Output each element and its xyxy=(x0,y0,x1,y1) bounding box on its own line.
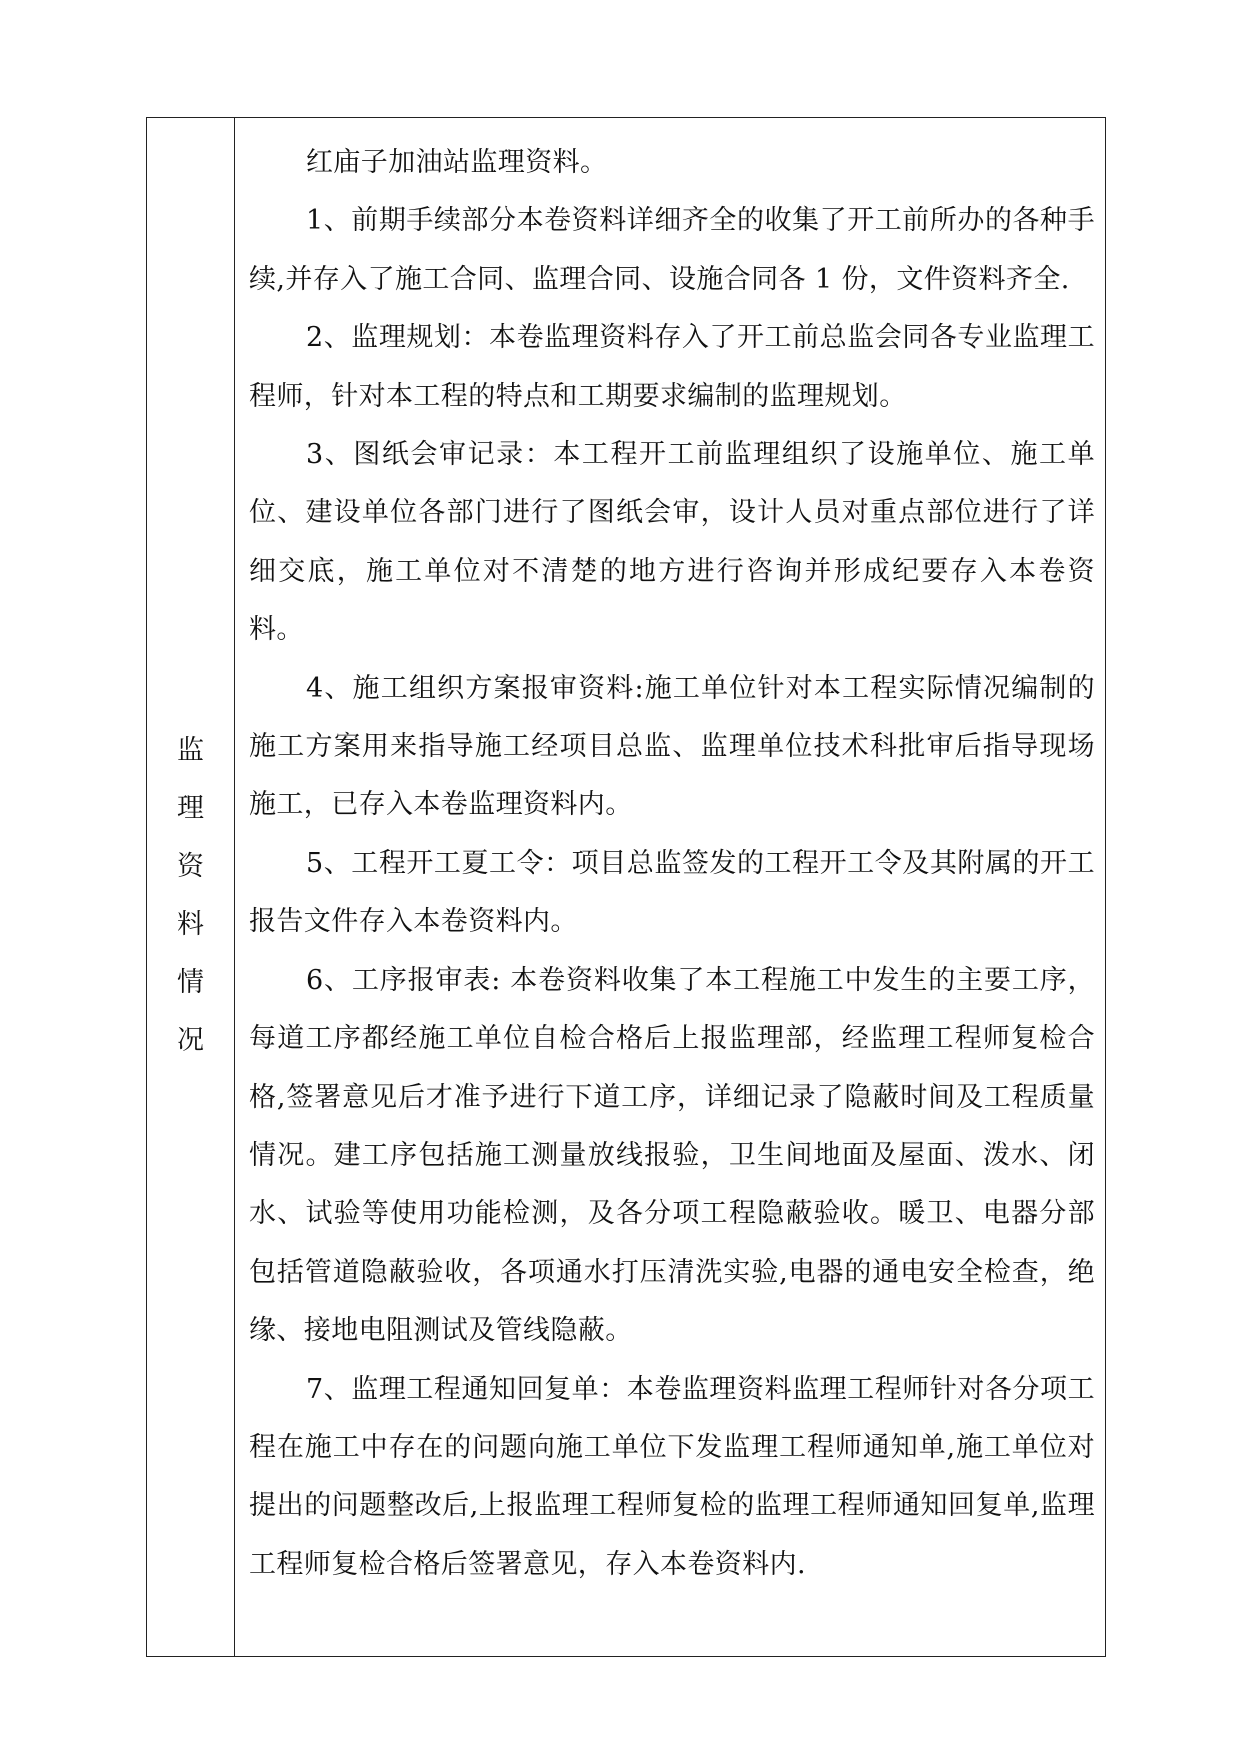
content-paragraph: 7、监理工程通知回复单：本卷监理资料监理工程师针对各分项工程在施工中存在的问题向施工单位下发监理工程师通知单,施工单位对提出的问题整改后,上报监理工程师复检的监理工程师通知回复单,监理工程师复检合格后签署意见，存入本卷资料内. xyxy=(249,1373,1095,1580)
content-paragraph: 2、监理规划：本卷监理资料存入了开工前总监会同各专业监理工程师，针对本工程的特点和工期要求编制的监理规划。 xyxy=(249,322,1095,412)
record-table xyxy=(146,117,1106,1657)
row-label-char: 料 xyxy=(177,909,204,940)
content-paragraph: 红庙子加油站监理资料。 xyxy=(306,147,608,178)
row-label-char: 理 xyxy=(177,793,204,824)
content-paragraph: 4、施工组织方案报审资料:施工单位针对本工程实际情况编制的施工方案用来指导施工经项目总监、监理单位技术科批审后指导现场施工，已存入本卷监理资料内。 xyxy=(249,672,1095,821)
row-label-char: 监 xyxy=(177,735,204,766)
content-paragraph: 5、工程开工夏工令：项目总监签发的工程开工令及其附属的开工报告文件存入本卷资料内。 xyxy=(249,847,1095,938)
content-paragraph: 3、图纸会审记录：本工程开工前监理组织了设施单位、施工单位、建设单位各部门进行了图纸会审，设计人员对重点部位进行了详细交底，施工单位对不清楚的地方进行咨询并形成纪要存入本卷资料。 xyxy=(249,439,1095,646)
content-paragraph: 6、工序报审表: 本卷资料收集了本工程施工中发生的主要工序，每道工序都经施工单位自检合格后上报监理部，经监理工程师复检合格,签署意见后才准予进行下道工序，详细记录了隐蔽时间及工程质量情况。建工序包括施工测量放线报验，卫生间地面及屋面、泼水、闭水、试验等使用功能检测，及各分项工程隐蔽验收。暖卫、电器分部包括管道隐蔽验收，各项通水打压清洗实验,电器的通电安全检查，绝缘、接地电阻测试及管线隐蔽。 xyxy=(249,964,1095,1347)
content-paragraph: 1、前期手续部分本卷资料详细齐全的收集了开工前所办的各种手续,并存入了施工合同、监理合同、设施合同各 1 份，文件资料齐全. xyxy=(249,205,1095,295)
row-label-cell xyxy=(147,118,235,1656)
content-cell xyxy=(235,118,1105,1656)
row-label-char: 资 xyxy=(177,851,204,882)
row-label-char: 情 xyxy=(177,967,204,998)
row-label-char: 况 xyxy=(177,1025,204,1056)
row-label xyxy=(147,722,234,1070)
